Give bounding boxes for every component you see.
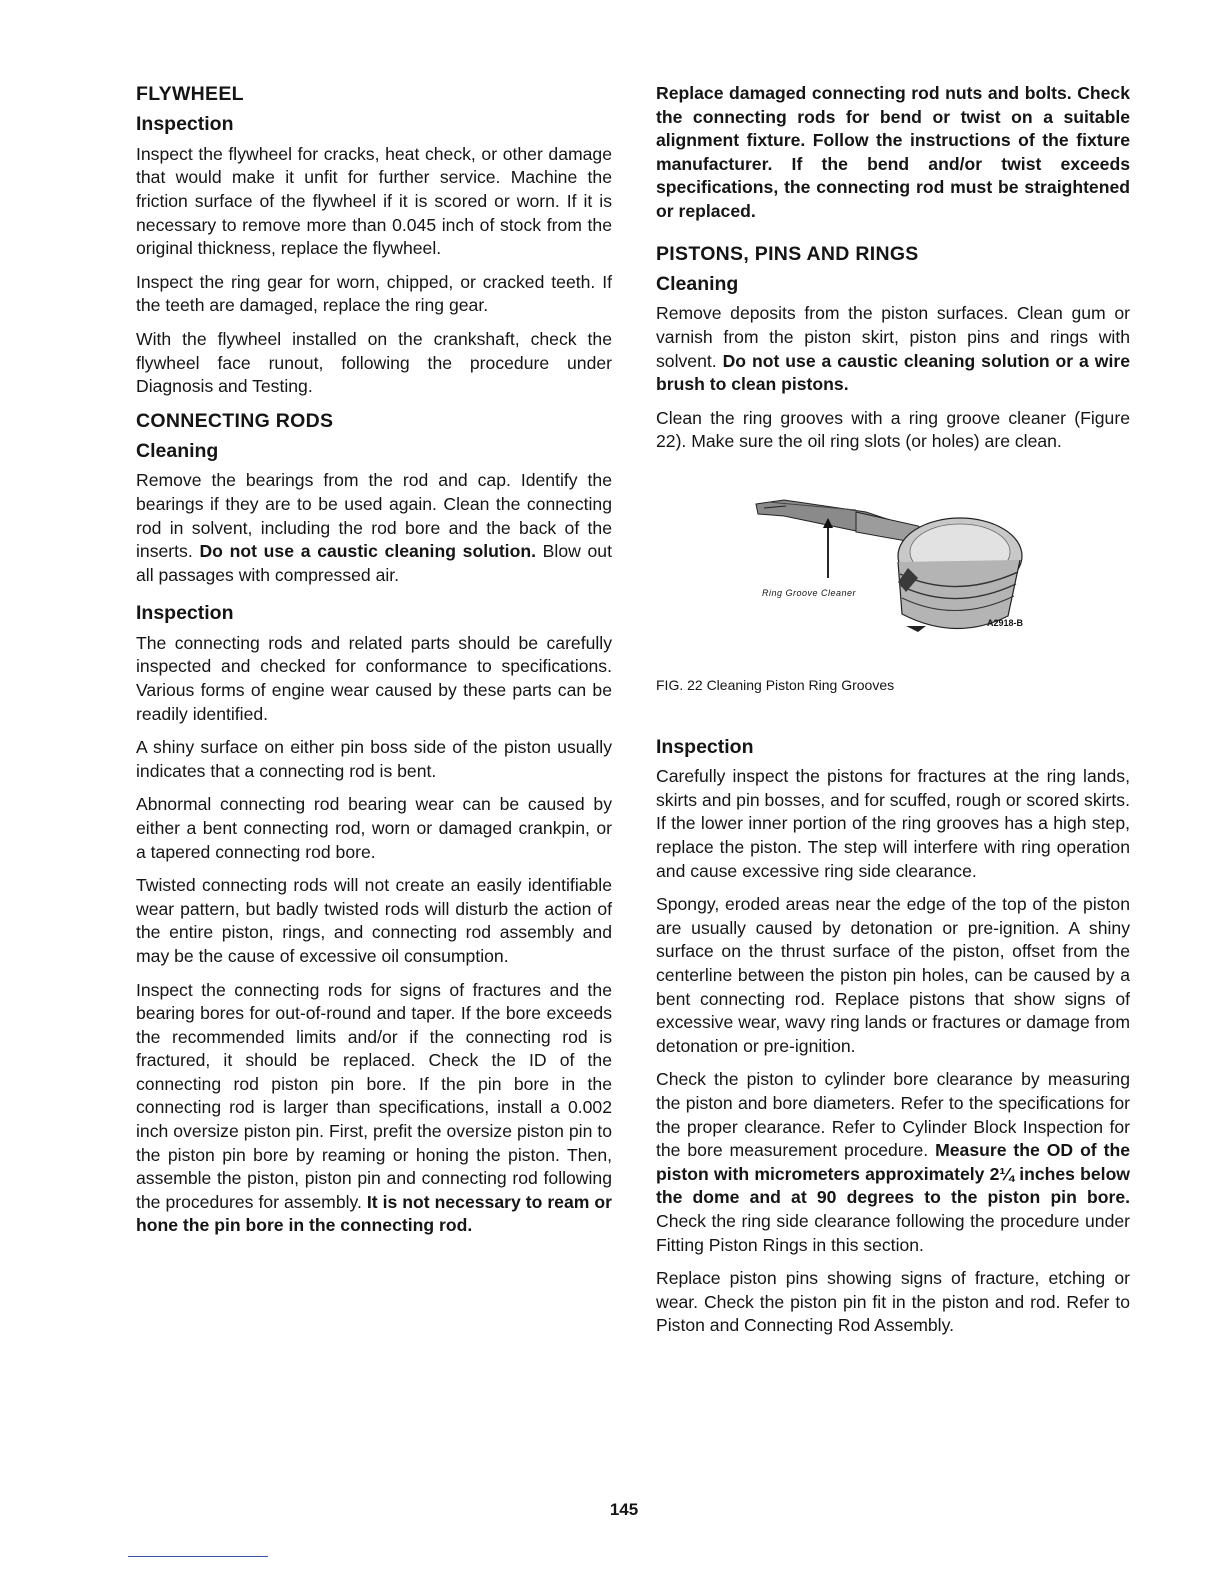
figure-code: A2918-B	[987, 617, 1024, 628]
pistons-cleaning-paragraph-2: Clean the ring grooves with a ring groove cleaner (Figure 22). Make sure the oil ring slots (or holes) are clean.	[656, 407, 1130, 452]
flywheel-inspection-heading: Inspection	[136, 113, 234, 136]
pistons-inspection-paragraph-4: Replace piston pins showing signs of fracture, etching or wear. Check the piston pin fit in the piston and rod. Refer to Piston and Connecting Rod Assembly.	[656, 1268, 1130, 1336]
pistons-inspection-text-end: Check the ring side clearance following the procedure under Fitting Piston Rings in this section.	[656, 1210, 1130, 1255]
figure-caption: FIG. 22 Cleaning Piston Ring Grooves	[656, 676, 895, 693]
rods-inspection-warning: It is not necessary to ream or hone the pin bore in the connecting rod.	[136, 1191, 612, 1236]
rods-inspection-paragraph-2: A shiny surface on either pin boss side of the piston usually indicates that a connecting rod is bent.	[136, 737, 612, 781]
pistons-inspection-measure: Measure the OD of the piston with micrometers approximately 2¼ inches below the dome and at 90 degrees to the piston pin bore.	[656, 1140, 1130, 1208]
rods-cleaning-warning: Do not use a caustic cleaning solution.	[199, 541, 536, 562]
ring-groove-cleaner-illustration	[656, 482, 1130, 642]
footer-divider	[128, 1556, 268, 1557]
pistons-cleaning-text: Remove deposits from the piston surfaces. Clean gum or varnish from the piston skirt, piston pins and rings with solvent.	[656, 303, 1130, 371]
rods-inspection-paragraph-4: Twisted connecting rods will not create an easily identifiable wear pattern, but badly twisted rods will disturb the action of the entire piston, rings, and connecting rod assembly and may be the cause of excessive oil consumption.	[136, 875, 612, 966]
rods-cleaning-heading: Cleaning	[136, 440, 219, 463]
pistons-inspection-paragraph-3	[656, 1068, 1130, 1257]
pistons-inspection-paragraph-1: Carefully inspect the pistons for fractures at the ring lands, skirts and pin bosses, and for scuffed, rough or scored skirts. If the lower inner portion of the ring grooves has a high step, replace the piston. The step will interfere with ring operation and cause excessive ring side clearance.	[656, 766, 1130, 881]
rods-cleaning-paragraph	[136, 469, 612, 587]
figure-label: Ring Groove Cleaner	[762, 587, 857, 598]
rods-inspection-paragraph-3: Abnormal connecting rod bearing wear can be caused by either a bent connecting rod, worn or damaged crankpin, or a tapered connecting rod bore.	[136, 794, 612, 862]
pistons-inspection-paragraph-2: Spongy, eroded areas near the edge of the top of the piston are usually caused by detonation or pre-ignition. A shiny surface on the thrust surface of the piston, offset from the centerline between the piston pin holes, can be caused by a bent connecting rod. Replace pistons that show signs of excessive wear, wavy ring lands or fractures or damage from detonation or pre-ignition.	[656, 894, 1130, 1056]
left-column	[136, 82, 612, 1248]
rods-inspection-text: Inspect the connecting rods for signs of fractures and the bearing bores for out-of-round and taper. If the bore exceeds the recommended limits and/or if the connecting rod is fractured, it should be replaced. Check the ID of the connecting rod piston pin bore. If the pin bore in the connecting rod is larger than specifications, install a 0.002 inch oversize piston pin. First, prefit the oversize piston pin to the piston pin bore by reaming or honing the piston. Then, assemble the piston, piston pin and connecting rod following the procedures for assembly.	[136, 979, 612, 1212]
flywheel-paragraph-1: Inspect the flywheel for cracks, heat check, or other damage that would make it unfit for further service. Machine the friction surface of the flywheel if it is scored or worn. If it is necessary to remove more than 0.045 inch of stock from the original thickness, replace the flywheel.	[136, 143, 612, 259]
pistons-cleaning-warning: Do not use a caustic cleaning solution or a wire brush to clean pistons.	[656, 350, 1130, 395]
flywheel-paragraph-2: Inspect the ring gear for worn, chipped, or cracked teeth. If the teeth are damaged, replace the ring gear.	[136, 271, 612, 316]
right-column	[656, 82, 1130, 1348]
pistons-inspection-heading: Inspection	[656, 735, 754, 758]
rods-cleaning-text-end: Blow out all passages with compressed air.	[136, 541, 612, 585]
rods-inspection-heading: Inspection	[136, 602, 234, 625]
rods-cleaning-text: Remove the bearings from the rod and cap. Identify the bearings if they are to be used again. Clean the connecting rod in solvent, including the rod bore and the back of the inserts.	[136, 470, 612, 562]
rods-inspection-paragraph-5	[136, 979, 612, 1239]
pistons-cleaning-paragraph-1	[656, 302, 1130, 396]
pistons-inspection-text: Check the piston to cylinder bore clearance by measuring the piston and bore diameters. Refer to the specifications for the proper clearance. Refer to Cylinder Block Inspection for the bore measurement procedure.	[656, 1069, 1130, 1161]
connecting-rods-heading: CONNECTING RODS	[136, 409, 334, 432]
rods-alignment-paragraph: Replace damaged connecting rod nuts and bolts. Check the connecting rods for bend or twist on a suitable alignment fixture. Follow the instructions of the fixture manufacturer. If the bend and/or twist exceeds specifications, the connecting rod must be straightened or replaced.	[656, 83, 1130, 221]
rods-inspection-paragraph-1: The connecting rods and related parts should be carefully inspected and checked for conformance to specifications. Various forms of engine wear caused by these parts can be readily identified.	[136, 632, 612, 724]
pistons-heading: PISTONS, PINS AND RINGS	[656, 242, 919, 265]
ring-groove-cleaner-figure	[656, 482, 1130, 677]
pistons-cleaning-heading: Cleaning	[656, 272, 739, 295]
flywheel-heading: FLYWHEEL	[136, 83, 244, 105]
page-number: 145	[609, 1500, 639, 1519]
flywheel-paragraph-3: With the flywheel installed on the crankshaft, check the flywheel face runout, following the procedure under Diagnosis and Testing.	[136, 328, 612, 397]
